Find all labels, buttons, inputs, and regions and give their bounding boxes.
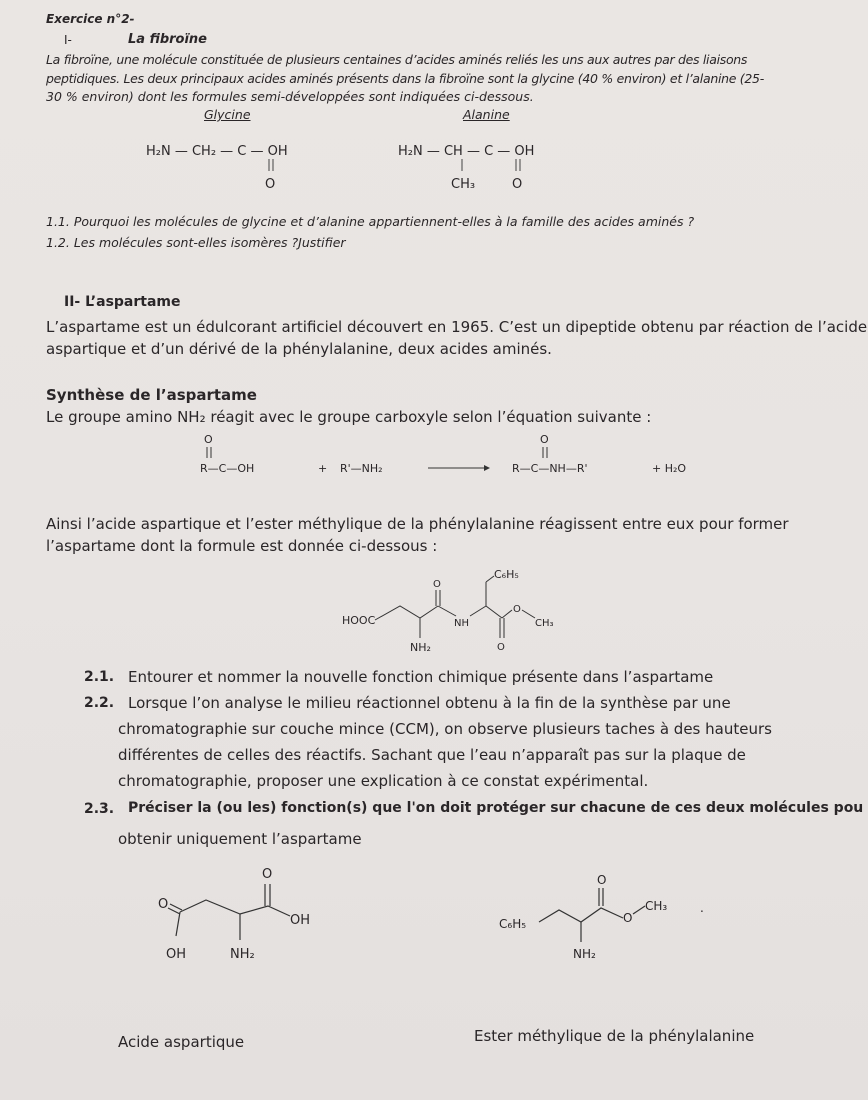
aspartame-phenyl: C₆H₅ xyxy=(494,568,519,581)
question-1-2: 1.2. Les molécules sont-elles isomères ?Justifier xyxy=(46,235,346,250)
caption-ester: Ester méthylique de la phénylalanine xyxy=(474,1027,755,1045)
ester-oxygen-top: O xyxy=(597,873,607,887)
reaction-equation xyxy=(0,425,868,495)
q2-2-number: 2.2. xyxy=(84,695,115,711)
aspartame-oxygen-3: O xyxy=(513,604,521,615)
intro-line: peptidiques. Les deux principaux acides aminés présents dans la fibroïne sont la glycine (40 % environ) et l’alanine (25- xyxy=(46,71,764,86)
question-2-2: Lorsque l’on analyse le milieu réactionnel obtenu à la fin de la synthèse par une xyxy=(128,694,731,712)
ester-amine: NH₂ xyxy=(573,947,596,961)
eq-water: + H₂O xyxy=(652,462,687,475)
glycine-oxygen: O xyxy=(265,177,276,192)
eq-amide: R—C—NH—R' xyxy=(512,462,588,475)
reaction-line: l’aspartame dont la formule est donnée ci-dessous : xyxy=(46,537,438,555)
glycine-label: Glycine xyxy=(204,107,251,122)
acid-hydroxyl-right: OH xyxy=(290,913,311,928)
ester-dot: . xyxy=(700,901,704,915)
eq-oxygen-right: O xyxy=(540,433,549,446)
ester-oxygen: O xyxy=(623,911,633,925)
question-2-3: Préciser la (ou les) fonction(s) que l'on doit protéger sur chacune de ces deux molécules pou xyxy=(128,800,864,816)
question-1-1: 1.1. Pourquoi les molécules de glycine et d’alanine appartiennent-elles à la famille des acides aminés ? xyxy=(46,214,695,229)
aspartame-nh: NH xyxy=(454,618,469,629)
part1-number: I- xyxy=(64,33,72,47)
alanine-label: Alanine xyxy=(463,107,510,122)
question-2-2: chromatographie, proposer une explication à ce constat expérimental. xyxy=(118,772,649,790)
intro-line: La fibroïne, une molécule constituée de plusieurs centaines d’acides aminés reliés les uns aux autres par des liaisons xyxy=(46,52,748,67)
ester-methyl: CH₃ xyxy=(645,899,668,913)
eq-amine: R'—NH₂ xyxy=(340,462,383,475)
part2-intro: L’aspartame est un édulcorant artificiel découvert en 1965. C’est un dipeptide obtenu par réaction de l’acide xyxy=(46,318,868,336)
acid-amine: NH₂ xyxy=(230,947,255,962)
ester-formula xyxy=(495,860,735,970)
part2-intro: aspartique et d’un dérivé de la phénylalanine, deux acides aminés. xyxy=(46,340,552,358)
question-2-2: différentes de celles des réactifs. Sachant que l’eau n’apparaît pas sur la plaque de xyxy=(118,746,746,764)
eq-plus: + xyxy=(318,462,328,475)
aspartame-oxygen-2: O xyxy=(497,642,505,653)
glycine-chain: H₂N — CH₂ — C — OH xyxy=(146,144,288,159)
reaction-line: Ainsi l’acide aspartique et l’ester méthylique de la phénylalanine réagissent entre eux pour former xyxy=(46,515,789,533)
question-2-1: Entourer et nommer la nouvelle fonction chimique présente dans l’aspartame xyxy=(128,668,714,686)
acid-hydroxyl-bottom: OH xyxy=(166,947,187,962)
aspartic-acid-formula xyxy=(140,860,340,970)
aspartame-oxygen-1: O xyxy=(433,579,441,590)
aspartame-amine: NH₂ xyxy=(410,641,431,654)
aspartame-hooc: HOOC xyxy=(342,614,376,627)
question-2-3: obtenir uniquement l’aspartame xyxy=(118,830,362,848)
synthesis-title: Synthèse de l’aspartame xyxy=(46,386,257,404)
alanine-oxygen: O xyxy=(512,177,523,192)
acid-oxygen-left: O xyxy=(158,897,169,912)
alanine-methyl: CH₃ xyxy=(451,177,476,192)
eq-acid: R—C—OH xyxy=(200,462,255,475)
aspartame-methyl: CH₃ xyxy=(535,618,554,629)
part1-title: La fibroïne xyxy=(128,32,207,47)
q2-1-number: 2.1. xyxy=(84,669,115,685)
exercise-title: Exercice n°2- xyxy=(46,12,135,26)
ester-phenyl: C₆H₅ xyxy=(499,917,527,931)
eq-oxygen-left: O xyxy=(204,433,213,446)
aspartame-formula xyxy=(330,560,590,660)
alanine-chain: H₂N — CH — C — OH xyxy=(398,144,535,159)
question-2-2: chromatographie sur couche mince (CCM), on observe plusieurs taches à des hauteurs xyxy=(118,720,772,738)
acid-oxygen-top: O xyxy=(262,867,273,882)
amino-acid-formulas xyxy=(0,125,868,205)
part2-title: II- L’aspartame xyxy=(64,294,181,310)
caption-aspartic-acid: Acide aspartique xyxy=(118,1033,245,1051)
synthesis-line: Le groupe amino NH₂ réagit avec le groupe carboxyle selon l’équation suivante : xyxy=(46,408,652,426)
intro-line: 30 % environ) dont les formules semi-développées sont indiquées ci-dessous. xyxy=(46,89,534,104)
q2-3-number: 2.3. xyxy=(84,801,115,817)
